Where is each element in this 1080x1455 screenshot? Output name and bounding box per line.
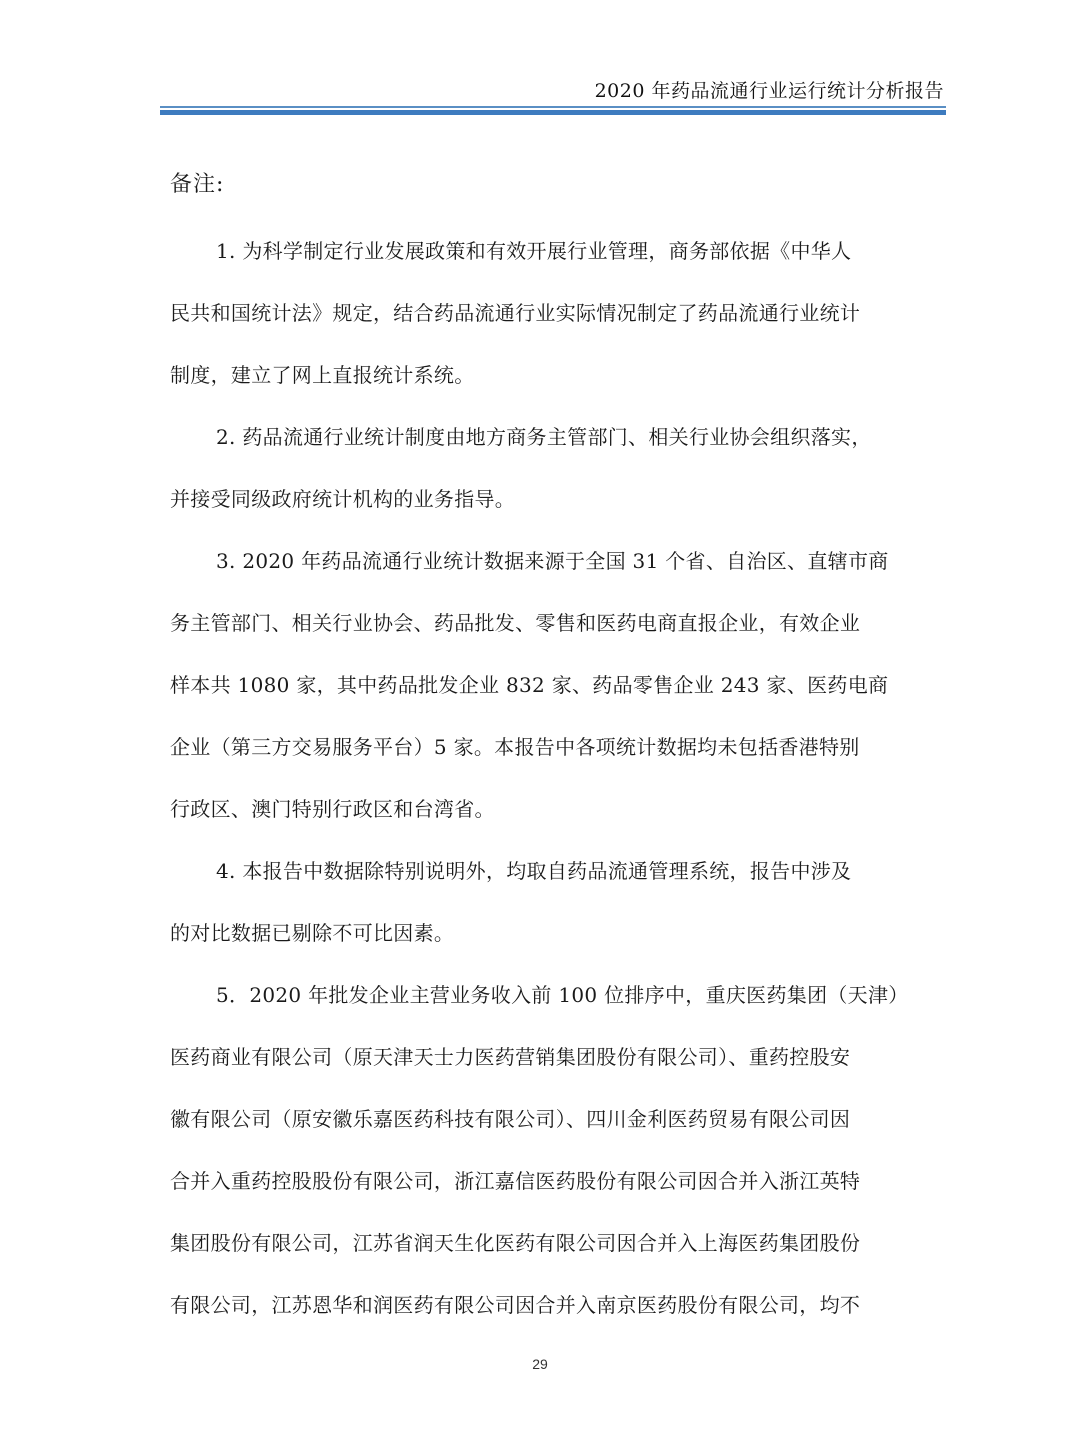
report-title: 2020 年药品流通行业运行统计分析报告 <box>594 80 944 102</box>
note-2 <box>170 406 936 530</box>
note-line: 民共和国统计法》规定，结合药品流通行业实际情况制定了药品流通行业统计 <box>170 301 861 325</box>
note-line: 行政区、澳门特别行政区和台湾省。 <box>170 797 495 821</box>
note-line: 企业（第三方交易服务平台）5 家。本报告中各项统计数据均未包括香港特别 <box>170 735 860 759</box>
note-line: 的对比数据已剔除不可比因素。 <box>170 921 455 945</box>
note-line: 有限公司，江苏恩华和润医药有限公司因合并入南京医药股份有限公司，均不 <box>170 1293 861 1317</box>
note-line: 2. 药品流通行业统计制度由地方商务主管部门、相关行业协会组织落实， <box>216 425 872 449</box>
section-heading: 备注: <box>170 172 225 197</box>
note-3 <box>170 530 936 840</box>
note-line: 样本共 1080 家，其中药品批发企业 832 家、药品零售企业 243 家、医药电商 <box>170 673 889 697</box>
note-line: 3. 2020 年药品流通行业统计数据来源于全国 31 个省、自治区、直辖市商 <box>216 549 889 573</box>
note-line: 4. 本报告中数据除特别说明外，均取自药品流通管理系统，报告中涉及 <box>216 859 852 883</box>
note-5 <box>170 964 936 1336</box>
note-line: 并接受同级政府统计机构的业务指导。 <box>170 487 516 511</box>
note-line: 徽有限公司（原安徽乐嘉医药科技有限公司）、四川金利医药贸易有限公司因 <box>170 1107 851 1131</box>
note-line: 集团股份有限公司，江苏省润天生化医药有限公司因合并入上海医药集团股份 <box>170 1231 861 1255</box>
content <box>170 150 936 1336</box>
note-4 <box>170 840 936 964</box>
note-line: 5．2020 年批发企业主营业务收入前 100 位排序中，重庆医药集团（天津） <box>216 983 909 1007</box>
header-rule-thick <box>160 110 946 115</box>
page-number: 29 <box>532 1356 548 1372</box>
note-line: 合并入重药控股股份有限公司，浙江嘉信医药股份有限公司因合并入浙江英特 <box>170 1169 861 1193</box>
header-rule-thin <box>160 106 946 108</box>
note-line: 务主管部门、相关行业协会、药品批发、零售和医药电商直报企业，有效企业 <box>170 611 861 635</box>
note-1 <box>170 220 936 406</box>
note-line: 1. 为科学制定行业发展政策和有效开展行业管理，商务部依据《中华人 <box>216 239 852 263</box>
note-line: 医药商业有限公司（原天津天士力医药营销集团股份有限公司）、重药控股安 <box>170 1045 851 1069</box>
page-header <box>160 68 946 116</box>
note-line: 制度，建立了网上直报统计系统。 <box>170 363 475 387</box>
